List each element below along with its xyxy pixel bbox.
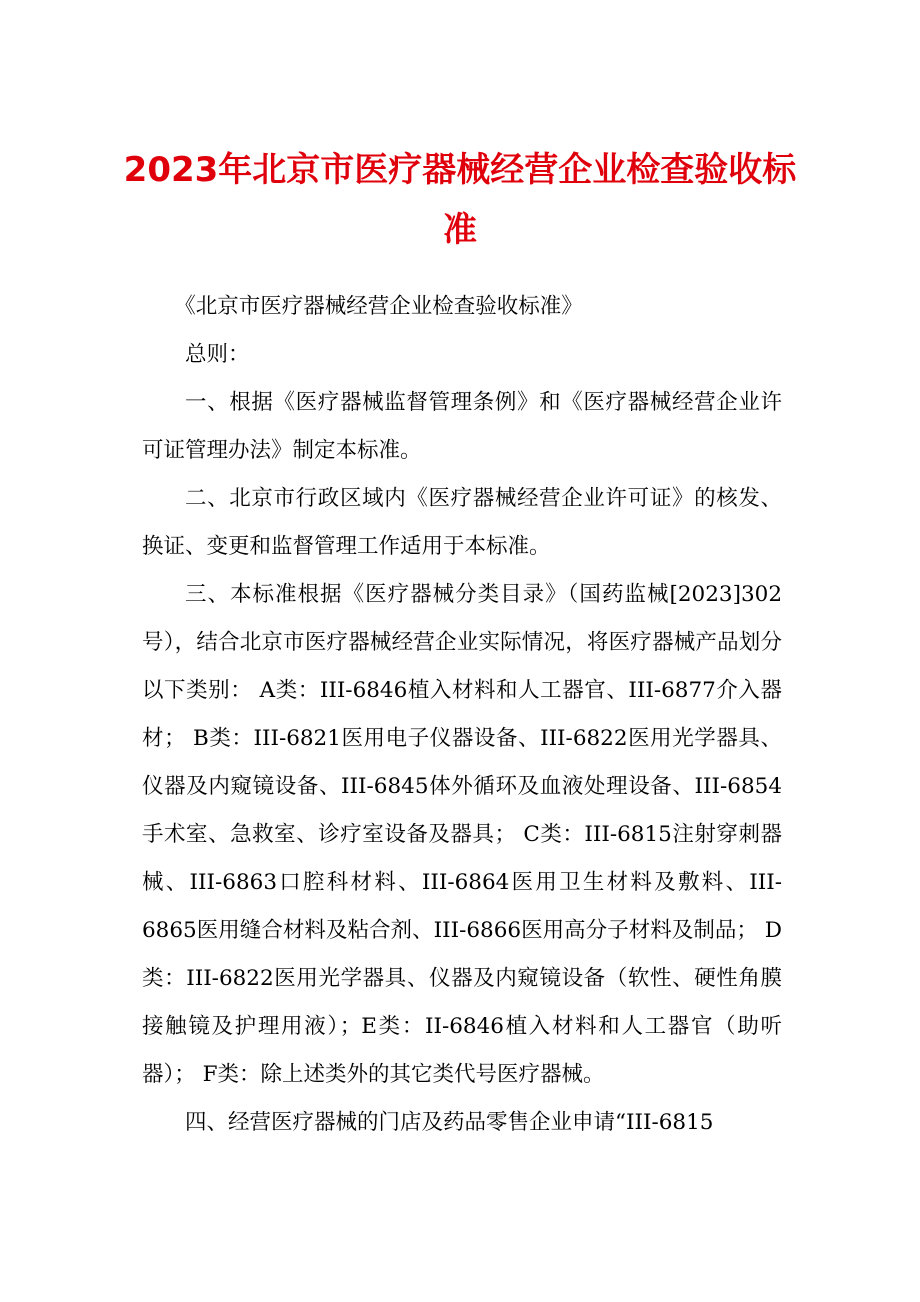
document-body	[142, 283, 782, 1147]
clause-2-paragraph: 二、北京市行政区域内《医疗器械经营企业许可证》的核发、换证、变更和监督管理工作适用于本标准。	[142, 486, 782, 559]
clause-4-paragraph: 四、经营医疗器械的门店及药品零售企业申请“III-6815	[185, 1110, 714, 1135]
clause-1-paragraph: 一、根据《医疗器械监督管理条例》和《医疗器械经营企业许可证管理办法》制定本标准。	[142, 390, 782, 463]
document-title: 2023年北京市医疗器械经营企业检查验收标准	[123, 150, 797, 250]
clause-3-paragraph: 三、本标准根据《医疗器械分类目录》（国药监械[2023]302号），结合北京市医疗器械经营企业实际情况，将医疗器械产品划分以下类别： A类：III-6846植入材料和人工器官、III-6877介入器材； B类：III-6821医用电子仪器设备、III-6822医用光学器具、仪器及内窥镜设备、III-6845体外循环及血液处理设备、III-6854手术室、急救室、诊疗室设备及器具； C类：III-6815注射穿刺器械、III-6863口腔科材料、III-6864医用卫生材料及敷料、III-6865医用缝合材料及粘合剂、III-6866医用高分子材料及制品； D类：III-6822医用光学器具、仪器及内窥镜设备（软性、硬性角膜接触镜及护理用液）；E类：II-6846植入材料和人工器官（助听器）； F类：除上述类外的其它类代号医疗器械。	[142, 582, 782, 1087]
general-provisions-heading: 总则：	[185, 342, 250, 367]
standard-name-paragraph: 《北京市医疗器械经营企业检查验收标准》	[174, 294, 583, 319]
